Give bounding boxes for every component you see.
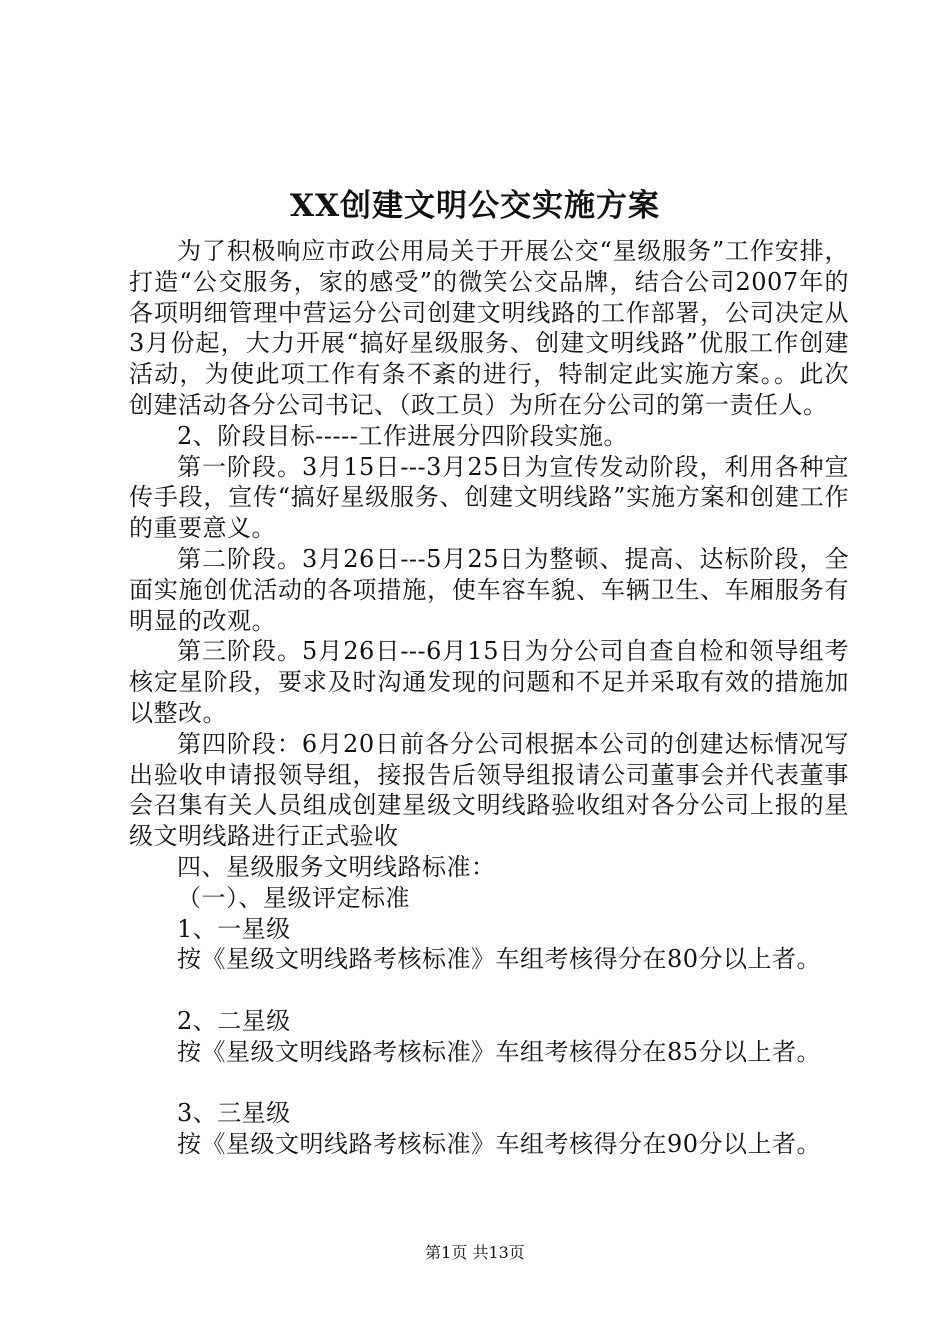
section-heading: 四、星级服务文明线路标准： bbox=[177, 852, 496, 881]
document-body bbox=[129, 236, 849, 1160]
spacer bbox=[129, 1068, 849, 1099]
document-title: XX创建文明公交实施方案 bbox=[289, 188, 661, 224]
spacer bbox=[129, 975, 849, 1006]
stage-one-paragraph: 第一阶段。3月15日---3月25日为宣传发动阶段，利用各种宣传手段，宣传“搞好星级服务、创建文明线路”实施方案和创建工作的重要意义。 bbox=[129, 452, 849, 543]
page-footer: 第1页 共13页 bbox=[425, 1243, 525, 1262]
star-level-label: 3、三星级 bbox=[177, 1099, 291, 1128]
stage-goal-paragraph: 2、阶段目标-----工作进展分四阶段实施。 bbox=[177, 421, 628, 450]
subsection-heading: （一）、星级评定标准 bbox=[177, 883, 410, 912]
star-level-label: 2、二星级 bbox=[177, 1006, 291, 1035]
stage-three-paragraph: 第三阶段。5月26日---6月15日为分公司自查自检和领导组考核定星阶段，要求及时沟通发现的问题和不足并采取有效的措施加以整改。 bbox=[129, 637, 849, 727]
intro-paragraph: 为了积极响应市政公用局关于开展公交“星级服务”工作安排，打造“公交服务，家的感受”的微笑公交品牌，结合公司2007年的各项明细管理中营运分公司创建文明线路的工作部署，公司决定从3月份起，大力开展“搞好星级服务、创建文明线路”优服工作创建活动，为使此项工作有条不紊的进行，特制定此实施方案。。此次创建活动各分公司书记、（政工员）为所在分公司的第一责任人。 bbox=[129, 237, 849, 419]
star-level-criterion: 按《星级文明线路考核标准》车组考核得分在90分以上者。 bbox=[177, 1130, 822, 1159]
star-level-criterion: 按《星级文明线路考核标准》车组考核得分在85分以上者。 bbox=[177, 1037, 822, 1066]
stage-two-paragraph: 第二阶段。3月26日---5月25日为整顿、提高、达标阶段，全面实施创优活动的各项措施，使车容车貌、车辆卫生、车厢服务有明显的改观。 bbox=[129, 544, 849, 635]
stage-four-paragraph: 第四阶段：6月20日前各分公司根据本公司的创建达标情况写出验收申请报领导组，接报告后领导组报请公司董事会并代表董事会召集有关人员组成创建星级文明线路验收组对各分公司上报的星级文明线路进行正式验收 bbox=[129, 729, 849, 851]
star-level-label: 1、一星级 bbox=[177, 914, 291, 943]
star-level-criterion: 按《星级文明线路考核标准》车组考核得分在80分以上者。 bbox=[177, 945, 822, 974]
